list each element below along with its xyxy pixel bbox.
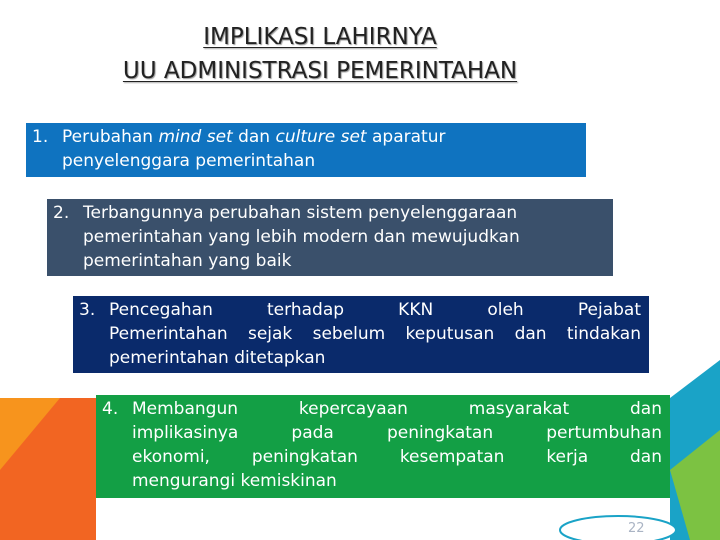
slide-number-ellipse xyxy=(560,516,676,540)
point-number: 1. xyxy=(32,127,49,147)
point-text-line: Terbangunnya perubahan sistem penyelenggaraan xyxy=(83,203,518,223)
point-text-italic: culture set xyxy=(275,127,367,147)
point-number: 4. xyxy=(102,399,119,419)
point-text-italic: mind set xyxy=(158,127,233,147)
point-text-line: pemerintahan yang baik xyxy=(83,251,292,271)
point-text xyxy=(32,125,578,173)
point-text xyxy=(53,201,605,273)
point-text-line: pemerintahan ditetapkan xyxy=(109,348,326,368)
point-text-segment: dan xyxy=(232,127,276,147)
title-line-1: IMPLIKASI LAHIRNYA xyxy=(203,24,437,50)
point-text xyxy=(102,397,662,493)
point-text xyxy=(79,298,641,370)
point-text-line: pemerintahan yang lebih modern dan mewujudkan xyxy=(83,227,520,247)
point-text-line: penyelenggara pemerintahan xyxy=(62,151,316,171)
slide-title xyxy=(60,20,580,88)
point-box-1 xyxy=(26,123,586,177)
point-text-line: mengurangi kemiskinan xyxy=(132,471,337,491)
point-box-2 xyxy=(47,199,613,276)
point-text-line: implikasinya pada peningkatan pertumbuhan xyxy=(132,423,662,443)
title-line-2: UU ADMINISTRASI PEMERINTAHAN xyxy=(122,58,518,84)
point-text-line: ekonomi, peningkatan kesempatan kerja dan xyxy=(132,447,662,467)
point-text-line: Membangun kepercayaan masyarakat dan xyxy=(132,399,662,419)
slide-number: 22 xyxy=(628,521,645,536)
point-text-line: Pemerintahan sejak sebelum keputusan dan tindakan xyxy=(109,324,641,344)
point-box-3 xyxy=(73,296,649,373)
point-number: 3. xyxy=(79,300,96,320)
point-text-line: Pencegahan terhadap KKN oleh Pejabat xyxy=(109,300,641,320)
point-text-segment: aparatur xyxy=(366,127,446,147)
point-number: 2. xyxy=(53,203,70,223)
point-text-segment: Perubahan xyxy=(62,127,159,147)
point-box-4 xyxy=(96,395,670,498)
